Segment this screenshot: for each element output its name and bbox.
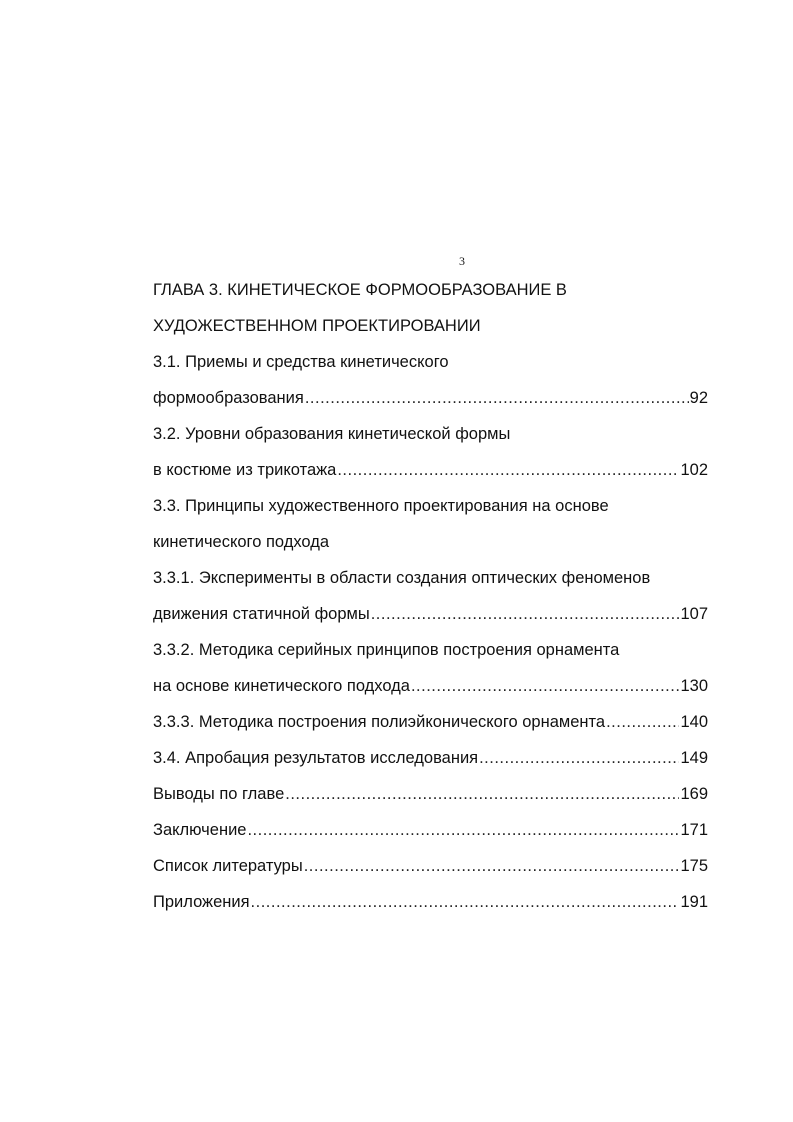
toc-entry-3-3-subtitle: кинетического подхода <box>153 533 330 551</box>
toc-entry-3-2-title: 3.2. Уровни образования кинетической формы <box>153 425 511 443</box>
toc-entry-text: 3.3.3. Методика построения полиэйконического орнамента <box>153 713 606 731</box>
toc-entry-3-2 <box>153 452 708 488</box>
toc-entry-3-3-1-title: 3.3.1. Эксперименты в области создания оптических феноменов <box>153 569 651 587</box>
dot-leader <box>411 668 680 704</box>
page-number: 3 <box>459 254 465 268</box>
toc-entry-3-3-2 <box>153 668 708 704</box>
toc-page-number: 149 <box>680 749 708 767</box>
dot-leader <box>247 812 679 848</box>
chapter-title-line-2: ХУДОЖЕСТВЕННОМ ПРОЕКТИРОВАНИИ <box>153 317 481 335</box>
toc-page-number: 175 <box>680 857 708 875</box>
dot-leader <box>371 596 680 632</box>
dot-leader <box>606 704 679 740</box>
table-of-contents <box>153 272 708 920</box>
toc-entry-references <box>153 848 708 884</box>
toc-entry-text: в костюме из трикотажа <box>153 461 337 479</box>
toc-entry-text: Список литературы <box>153 857 303 875</box>
toc-entry-3-1 <box>153 380 708 416</box>
chapter-title-line-1: ГЛАВА 3. КИНЕТИЧЕСКОЕ ФОРМООБРАЗОВАНИЕ В <box>153 281 567 299</box>
toc-page-number: 102 <box>680 461 708 479</box>
dot-leader <box>479 740 679 776</box>
toc-entry-text: движения статичной формы <box>153 605 370 623</box>
toc-entry-3-3-2-title: 3.3.2. Методика серийных принципов построения орнамента <box>153 641 620 659</box>
toc-entry-3-3-title: 3.3. Принципы художественного проектирования на основе <box>153 497 609 515</box>
toc-entry-3-1-title: 3.1. Приемы и средства кинетического <box>153 353 449 371</box>
toc-entry-conclusions <box>153 776 708 812</box>
toc-entry-text: на основе кинетического подхода <box>153 677 410 695</box>
toc-entry-text: Приложения <box>153 893 250 911</box>
toc-page-number: 130 <box>680 677 708 695</box>
toc-page-number: 107 <box>680 605 708 623</box>
toc-entry-3-4 <box>153 740 708 776</box>
toc-entry-text: Выводы по главе <box>153 785 285 803</box>
toc-entry-appendix <box>153 884 708 920</box>
dot-leader <box>337 452 679 488</box>
toc-entry-text: формообразования <box>153 389 304 407</box>
toc-entry-text: 3.4. Апробация результатов исследования <box>153 749 479 767</box>
toc-page-number: 169 <box>680 785 708 803</box>
toc-page-number: 191 <box>680 893 708 911</box>
toc-entry-3-3-1 <box>153 596 708 632</box>
toc-entry-final <box>153 812 708 848</box>
toc-page-number: 171 <box>680 821 708 839</box>
toc-page-number: 140 <box>680 713 708 731</box>
dot-leader <box>251 884 680 920</box>
dot-leader <box>304 848 680 884</box>
toc-page-number: 92 <box>689 389 708 407</box>
dot-leader <box>305 380 689 416</box>
dot-leader <box>285 776 679 812</box>
toc-entry-text: Заключение <box>153 821 247 839</box>
toc-entry-3-3-3 <box>153 704 708 740</box>
